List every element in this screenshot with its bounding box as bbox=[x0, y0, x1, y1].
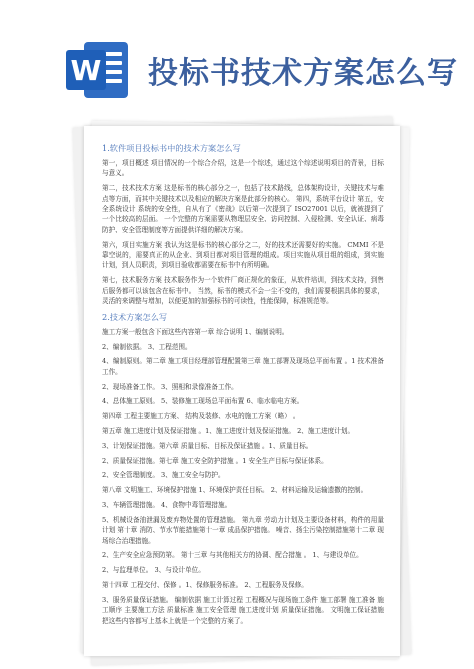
paragraph: 2、编制依据。 3、工程范围。 bbox=[102, 342, 192, 351]
paragraph: 施工方案一般包含下面这些内容第一章 综合说明 1、编制说明。 bbox=[102, 327, 289, 336]
paragraph: 2、质量保证措施。第七章 施工安全防护措施 。1 安全生产目标与保证体系。 bbox=[102, 456, 328, 465]
word-icon-letter: W bbox=[66, 50, 106, 90]
paragraph: 第二，技术技术方案 这是标书的核心部分之一，包括了技术路线，总体架构设计，关键技术与难点等方面，而其中关键技术以及相应的解决方案是此部分的核心。 第四，系统平台设计 第五，安全系统设计 系统的安全性，自从有了《密战》以后第一次提到了 ISO27001 以后，就被提到了一个比较高的层面。 一个完整的方案需要从物理层安全、访问控制、入侵检测、安全认证、病毒防护、安全管理制度等方面提供详细的解决方案。 bbox=[102, 184, 384, 234]
paragraph: 2、现场准备工作。 3、照相和录像准备工作。 bbox=[102, 382, 238, 391]
paragraph: 第六，项目实施方案 我认为这是标书的核心部分之二，好的技术还需要好的实施。 CMMI 不是靠空说的，需要真正的从企业、到项目都对项目管理的组成。项目实施从项目组的组成，到实施计划，到人员职责，到项目验收都需要在标书中有所明确。 bbox=[102, 240, 384, 270]
paragraph: 第五章 施工进度计划及保证措施 。1、施工进度计划及保证措施。 2、施工进度计划。 bbox=[102, 427, 355, 436]
document-header bbox=[0, 0, 474, 110]
paragraph: 3、服务质量保证措施。 编制依据 施工计算过程 工程概况与现场施工条件 施工部署 施工准备 施工顺序 主要施工方法 质量标准 施工安全管理 施工进度计划 质量保证措施。 文明施工保证措施把这些内容都写上基本上就是一个完整的方案了。 bbox=[102, 595, 384, 625]
paragraph: 第七，技术服务方案 技术服务作为一个软件厂商正规化的象征，从软件培训，到技术支持，到售后服务都可以该包含在标书中。 当然，标书的模式不会一尘不变的，我们需要根据具体的要求，灵活的来调整与增加，以便更加的加强标书的可读性，性能保障，标准规范等。 bbox=[102, 276, 384, 306]
page-title: 投标书技术方案怎么写 bbox=[148, 56, 458, 91]
paragraph: 第十四章 工程交付、保修 。1、保修服务标准。 2、工程服务及保修。 bbox=[102, 581, 308, 590]
document-page bbox=[84, 126, 400, 656]
paragraph: 2、生产安全应急预防第。 第十三章 与其他相关方的协调、配合措施 。 1、与建设单位。 bbox=[102, 551, 363, 560]
paragraph: 4、总体施工原则。 5、装修施工现场总平面布置 6、临水临电方案。 bbox=[102, 397, 304, 406]
paragraph: 5、机械设备油泄漏及废弃物处置的管理措施。 第九章 劳动力计划及主要设备材料，构件的用量计划 第十章 消防、节水节能措施第十一章 成品保护措施。 噪音、扬尘污染控制措施第十二章 现场综合治理措施。 bbox=[102, 515, 384, 545]
paragraph: 第四章 工程主要施工方案、 结构及装修、水电的施工方案（略） 。 bbox=[102, 412, 300, 421]
paragraph: 3、车辆管理措施。 4、食物中毒管理措施。 bbox=[102, 501, 232, 510]
section-heading-1: 1.软件项目投标书中的技术方案怎么写 bbox=[102, 143, 241, 153]
paragraph: 3、计划保证措施。第六章 质量目标、目标及保证措施 。1、质量目标。 bbox=[102, 441, 313, 450]
section-2-body bbox=[102, 327, 384, 626]
paragraph: 4、编制原则。第二章 施工项目经理部管理配置第三章 施工部署及现场总平面布置 。1 技术准备工作。 bbox=[102, 357, 384, 376]
section-heading-2: 2.技术方案怎么写 bbox=[102, 311, 168, 322]
paragraph: 2、与监理单位。 3、与设计单位。 bbox=[102, 566, 205, 575]
paragraph: 第八章 文明施工、环境保护措施 1、环境保护责任目标。 2、材料运输及运输遗撒的控制。 bbox=[102, 486, 368, 495]
word-document-icon bbox=[66, 40, 130, 100]
section-1-body bbox=[102, 158, 384, 306]
paragraph: 2、安全管理制度。 3、施工安全与防护。 bbox=[102, 471, 225, 480]
paragraph: 第一，项目概述 项目情况的一个综合介绍，这是一个综述，通过这个综述说明项目的背景，目标与意义。 bbox=[102, 159, 384, 178]
